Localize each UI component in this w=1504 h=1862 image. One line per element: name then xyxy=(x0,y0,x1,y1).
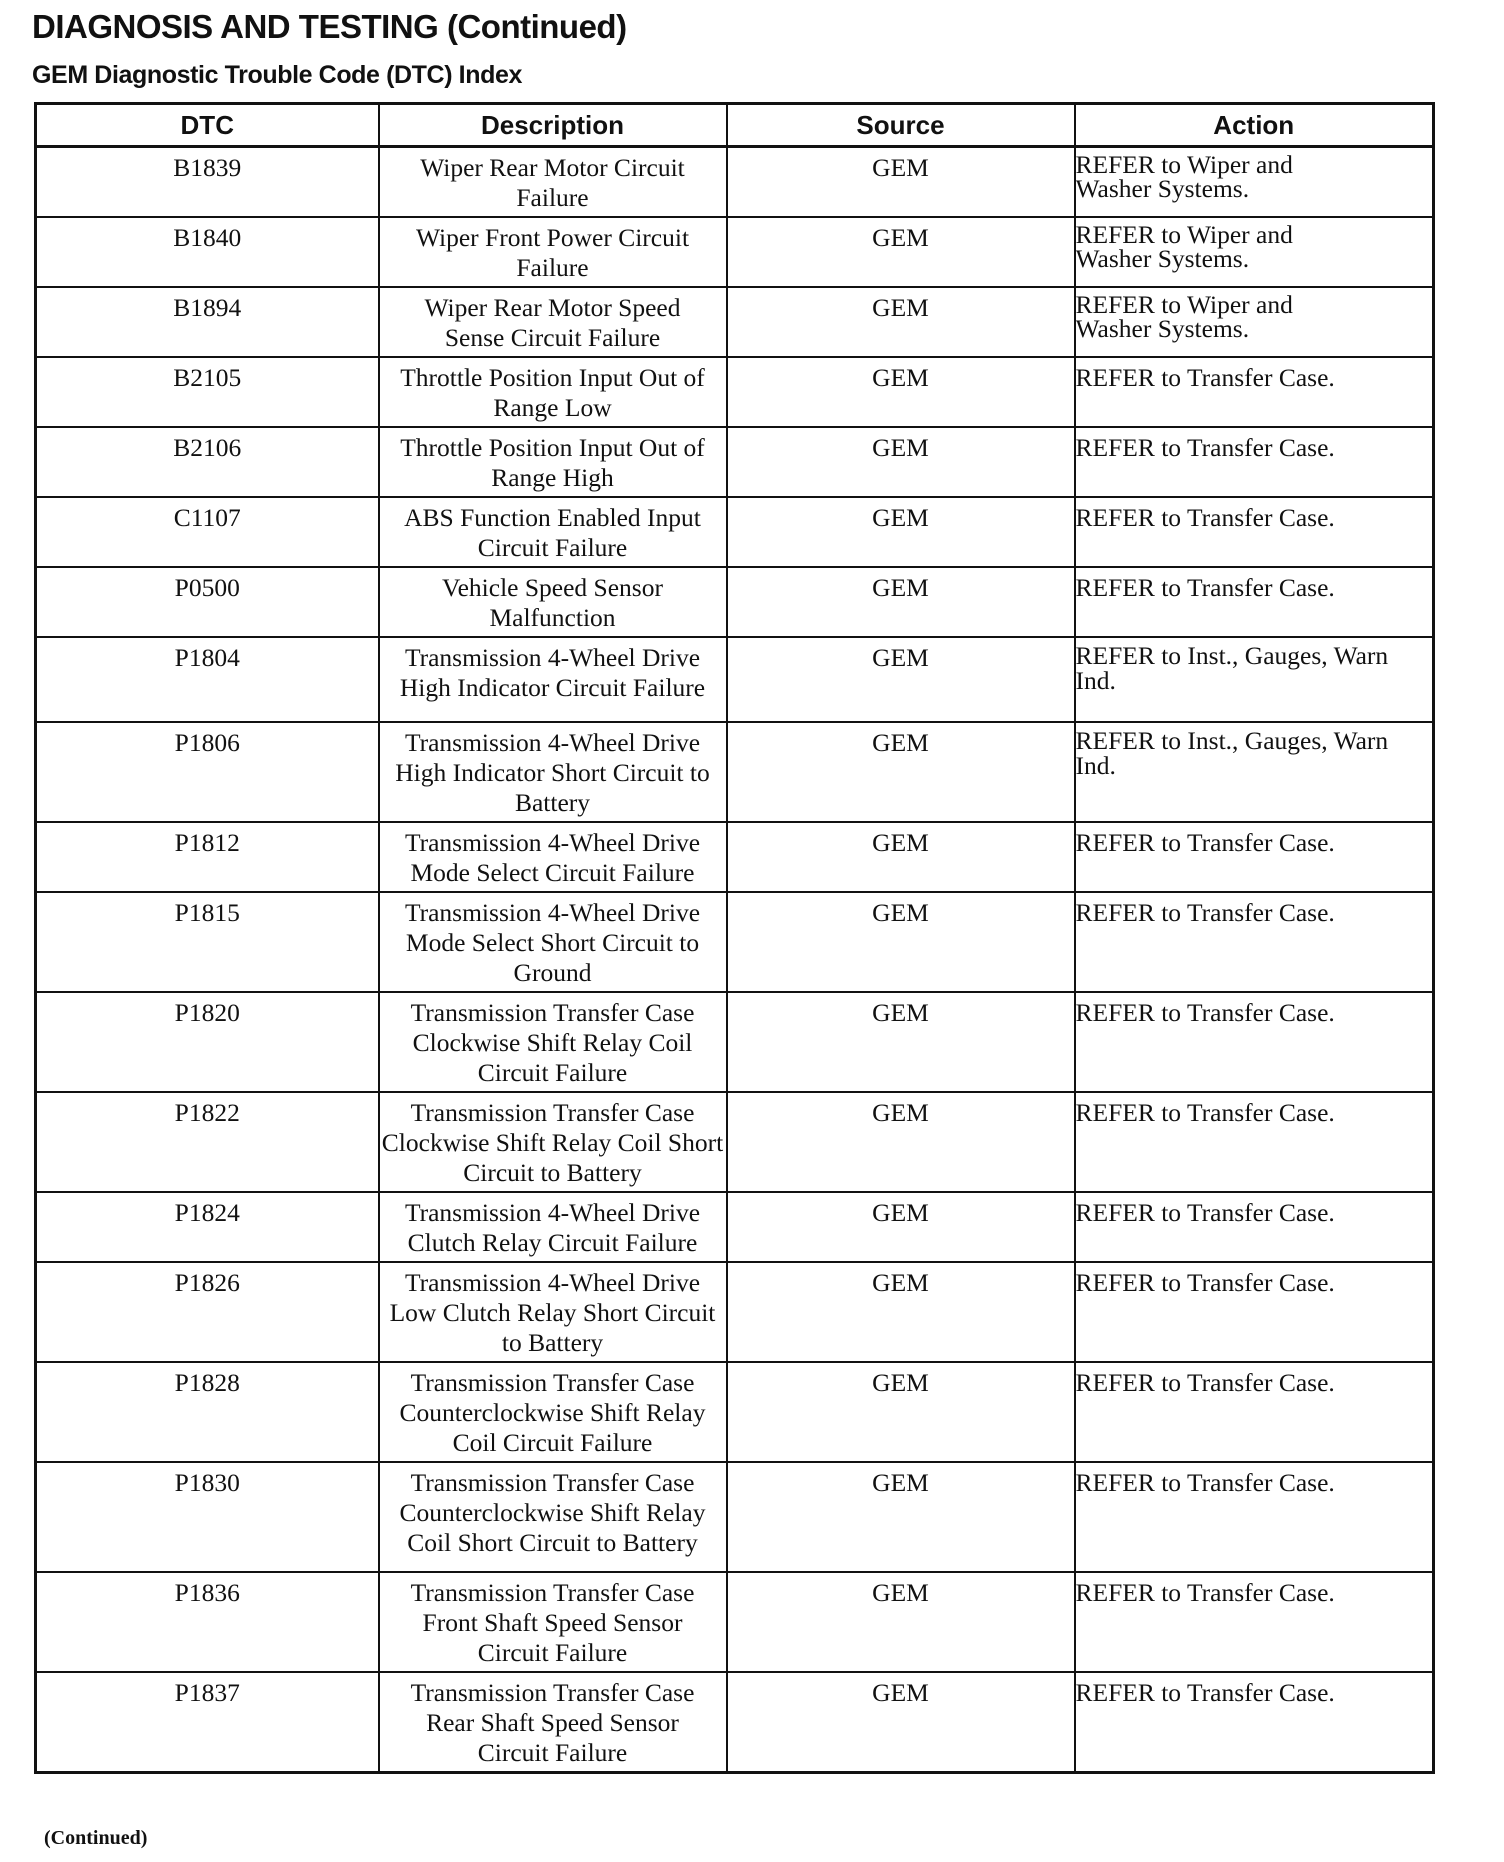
description-cell: Vehicle Speed Sensor Malfunction xyxy=(379,567,727,637)
dtc-code-cell: P1826 xyxy=(36,1262,379,1362)
dtc-code-cell: P1828 xyxy=(36,1362,379,1462)
dtc-code-cell: B2106 xyxy=(36,427,379,497)
source-cell: GEM xyxy=(727,217,1075,287)
description-cell: Transmission Transfer Case Rear Shaft Speed Sensor Circuit Failure xyxy=(379,1672,727,1773)
source-cell: GEM xyxy=(727,1262,1075,1362)
column-header-source: Source xyxy=(727,104,1075,147)
dtc-code-cell: B1840 xyxy=(36,217,379,287)
table-row xyxy=(36,1192,1434,1262)
action-cell: REFER to Wiper and Washer Systems. xyxy=(1075,287,1434,357)
source-cell: GEM xyxy=(727,1672,1075,1773)
source-cell: GEM xyxy=(727,1462,1075,1572)
action-cell: REFER to Inst., Gauges, Warn Ind. xyxy=(1075,722,1434,822)
action-cell: REFER to Transfer Case. xyxy=(1075,1462,1434,1572)
table-row xyxy=(36,1362,1434,1462)
dtc-code-cell: B1894 xyxy=(36,287,379,357)
description-cell: Throttle Position Input Out of Range High xyxy=(379,427,727,497)
description-cell: Transmission 4-Wheel Drive High Indicator Circuit Failure xyxy=(379,637,727,722)
source-cell: GEM xyxy=(727,567,1075,637)
dtc-code-cell: P1806 xyxy=(36,722,379,822)
action-cell: REFER to Transfer Case. xyxy=(1075,822,1434,892)
source-cell: GEM xyxy=(727,427,1075,497)
dtc-code-cell: B1839 xyxy=(36,147,379,218)
source-cell: GEM xyxy=(727,822,1075,892)
dtc-code-cell: B2105 xyxy=(36,357,379,427)
action-cell: REFER to Inst., Gauges, Warn Ind. xyxy=(1075,637,1434,722)
table-row xyxy=(36,1462,1434,1572)
action-cell: REFER to Transfer Case. xyxy=(1075,427,1434,497)
description-cell: Wiper Front Power Circuit Failure xyxy=(379,217,727,287)
column-header-dtc: DTC xyxy=(36,104,379,147)
source-cell: GEM xyxy=(727,1192,1075,1262)
action-cell: REFER to Transfer Case. xyxy=(1075,892,1434,992)
description-cell: ABS Function Enabled Input Circuit Failure xyxy=(379,497,727,567)
action-cell: REFER to Transfer Case. xyxy=(1075,497,1434,567)
description-cell: Transmission 4-Wheel Drive Mode Select Short Circuit to Ground xyxy=(379,892,727,992)
source-cell: GEM xyxy=(727,1572,1075,1672)
table-row xyxy=(36,892,1434,992)
page-title: DIAGNOSIS AND TESTING (Continued) xyxy=(32,8,627,45)
action-cell: REFER to Transfer Case. xyxy=(1075,1192,1434,1262)
dtc-code-cell: P1815 xyxy=(36,892,379,992)
action-cell: REFER to Wiper and Washer Systems. xyxy=(1075,217,1434,287)
action-cell: REFER to Transfer Case. xyxy=(1075,1262,1434,1362)
action-cell: REFER to Wiper and Washer Systems. xyxy=(1075,147,1434,218)
source-cell: GEM xyxy=(727,992,1075,1092)
source-cell: GEM xyxy=(727,722,1075,822)
table-header-row xyxy=(36,104,1434,147)
action-cell: REFER to Transfer Case. xyxy=(1075,567,1434,637)
source-cell: GEM xyxy=(727,357,1075,427)
column-header-action: Action xyxy=(1075,104,1434,147)
action-cell: REFER to Transfer Case. xyxy=(1075,1362,1434,1462)
dtc-code-cell: P1824 xyxy=(36,1192,379,1262)
action-cell: REFER to Transfer Case. xyxy=(1075,1572,1434,1672)
dtc-code-cell: C1107 xyxy=(36,497,379,567)
table-row xyxy=(36,1092,1434,1192)
source-cell: GEM xyxy=(727,1092,1075,1192)
table-title: GEM Diagnostic Trouble Code (DTC) Index xyxy=(32,61,522,89)
column-header-description: Description xyxy=(379,104,727,147)
table-row xyxy=(36,1262,1434,1362)
table-row xyxy=(36,427,1434,497)
dtc-code-cell: P1830 xyxy=(36,1462,379,1572)
source-cell: GEM xyxy=(727,892,1075,992)
action-cell: REFER to Transfer Case. xyxy=(1075,992,1434,1092)
source-cell: GEM xyxy=(727,637,1075,722)
source-cell: GEM xyxy=(727,1362,1075,1462)
source-cell: GEM xyxy=(727,497,1075,567)
table-row xyxy=(36,1672,1434,1773)
dtc-code-cell: P1820 xyxy=(36,992,379,1092)
dtc-code-cell: P1837 xyxy=(36,1672,379,1773)
dtc-code-cell: P1836 xyxy=(36,1572,379,1672)
description-cell: Transmission 4-Wheel Drive Low Clutch Relay Short Circuit to Battery xyxy=(379,1262,727,1362)
table-row xyxy=(36,822,1434,892)
table-row xyxy=(36,637,1434,722)
table-row xyxy=(36,217,1434,287)
dtc-code-cell: P1822 xyxy=(36,1092,379,1192)
description-cell: Transmission 4-Wheel Drive High Indicator Short Circuit to Battery xyxy=(379,722,727,822)
table-row xyxy=(36,357,1434,427)
description-cell: Transmission Transfer Case Counterclockwise Shift Relay Coil Short Circuit to Battery xyxy=(379,1462,727,1572)
table-row xyxy=(36,992,1434,1092)
description-cell: Transmission 4-Wheel Drive Mode Select Circuit Failure xyxy=(379,822,727,892)
table-row xyxy=(36,287,1434,357)
description-cell: Wiper Rear Motor Circuit Failure xyxy=(379,147,727,218)
description-cell: Transmission 4-Wheel Drive Clutch Relay Circuit Failure xyxy=(379,1192,727,1262)
description-cell: Wiper Rear Motor Speed Sense Circuit Failure xyxy=(379,287,727,357)
dtc-code-cell: P0500 xyxy=(36,567,379,637)
dtc-code-cell: P1812 xyxy=(36,822,379,892)
table-row xyxy=(36,1572,1434,1672)
description-cell: Transmission Transfer Case Clockwise Shift Relay Coil Short Circuit to Battery xyxy=(379,1092,727,1192)
dtc-code-cell: P1804 xyxy=(36,637,379,722)
description-cell: Transmission Transfer Case Clockwise Shift Relay Coil Circuit Failure xyxy=(379,992,727,1092)
description-cell: Transmission Transfer Case Front Shaft Speed Sensor Circuit Failure xyxy=(379,1572,727,1672)
action-cell: REFER to Transfer Case. xyxy=(1075,1092,1434,1192)
table-row xyxy=(36,497,1434,567)
action-cell: REFER to Transfer Case. xyxy=(1075,1672,1434,1773)
continued-note: (Continued) xyxy=(44,1827,148,1849)
action-cell: REFER to Transfer Case. xyxy=(1075,357,1434,427)
table-row xyxy=(36,722,1434,822)
source-cell: GEM xyxy=(727,147,1075,218)
source-cell: GEM xyxy=(727,287,1075,357)
dtc-index-table xyxy=(34,102,1435,1774)
description-cell: Transmission Transfer Case Counterclockwise Shift Relay Coil Circuit Failure xyxy=(379,1362,727,1462)
description-cell: Throttle Position Input Out of Range Low xyxy=(379,357,727,427)
table-row xyxy=(36,567,1434,637)
table-row xyxy=(36,147,1434,218)
